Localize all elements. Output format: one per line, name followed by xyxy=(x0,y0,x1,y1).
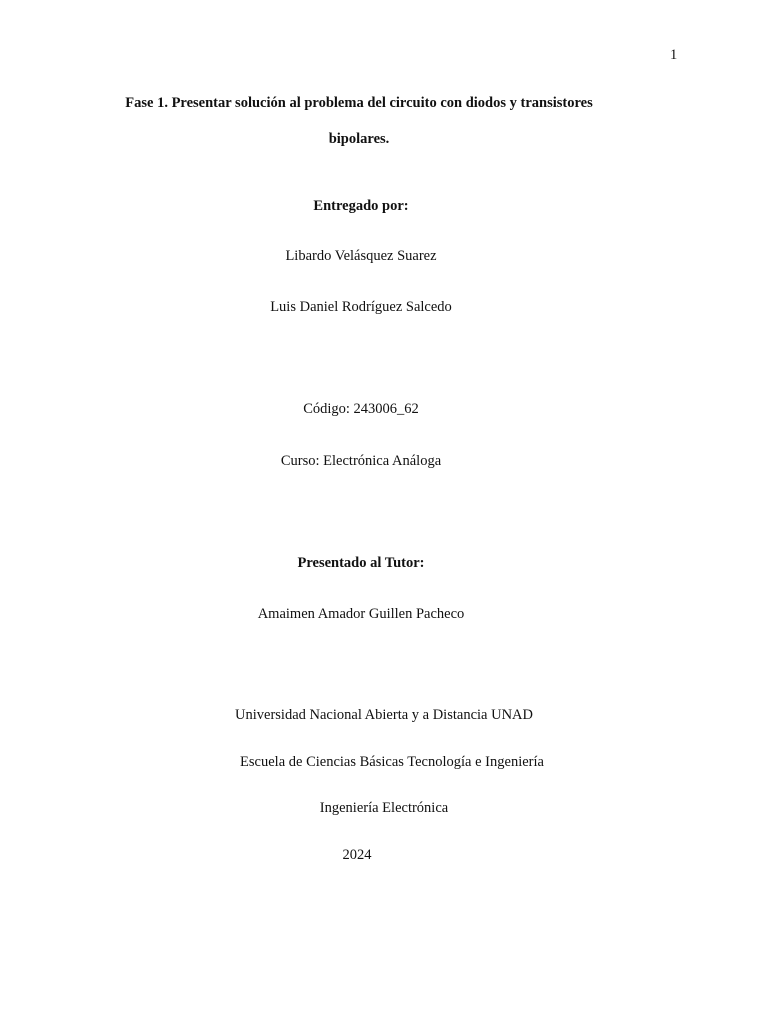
university-name: Universidad Nacional Abierta y a Distancia UNAD xyxy=(235,707,533,723)
submitted-by-heading: Entregado por: xyxy=(313,198,409,214)
tutor-heading: Presentado al Tutor: xyxy=(297,555,425,571)
title-line-1: Fase 1. Presentar solución al problema del circuito con diodos y transistores xyxy=(125,95,593,111)
author-2: Luis Daniel Rodríguez Salcedo xyxy=(270,299,452,315)
course-name: Curso: Electrónica Análoga xyxy=(280,453,442,469)
tutor-name: Amaimen Amador Guillen Pacheco xyxy=(257,606,465,622)
school-name: Escuela de Ciencias Básicas Tecnología e Ingeniería xyxy=(240,754,544,770)
year: 2024 xyxy=(342,847,372,863)
course-code: Código: 243006_62 xyxy=(303,401,419,417)
title-line-2: bipolares. xyxy=(328,131,390,147)
page-number: 1 xyxy=(670,47,678,63)
author-1: Libardo Velásquez Suarez xyxy=(285,248,437,264)
program-name: Ingeniería Electrónica xyxy=(319,800,449,816)
